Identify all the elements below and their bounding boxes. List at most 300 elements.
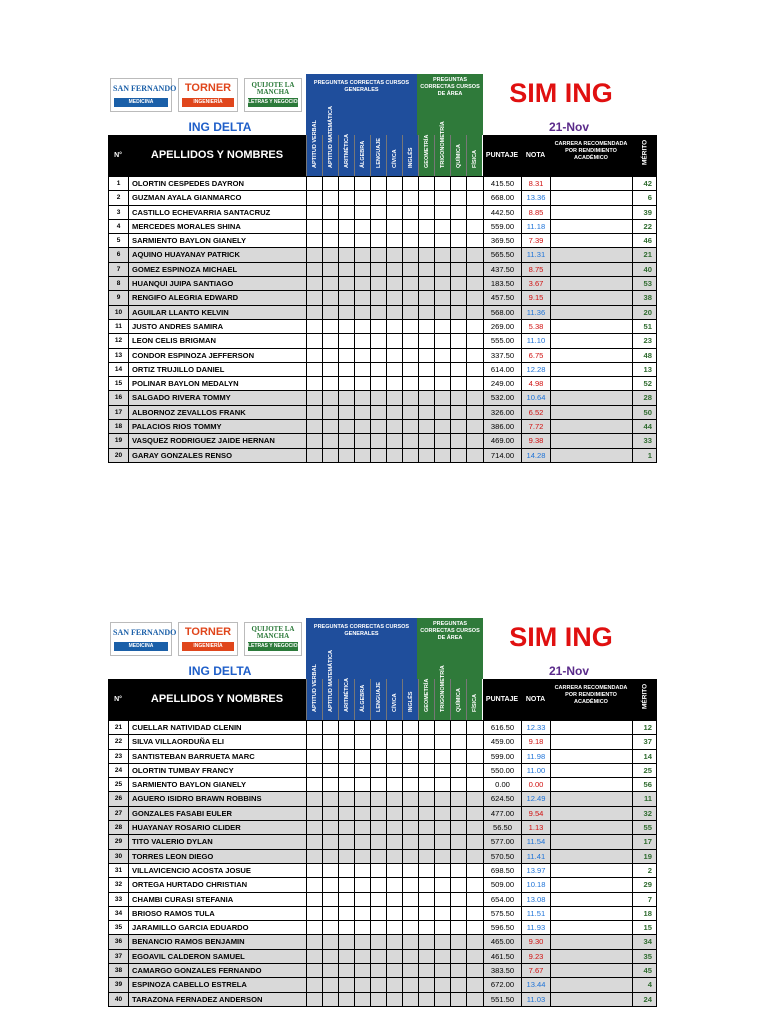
answer-cell	[418, 206, 434, 219]
grade-cell: 8.85	[521, 206, 550, 219]
answer-cell	[306, 291, 322, 304]
answer-cell	[306, 721, 322, 734]
answer-cell	[322, 449, 338, 462]
answer-cell	[306, 835, 322, 848]
merit-cell: 17	[632, 835, 657, 848]
answer-cell	[386, 234, 402, 247]
answer-cell	[386, 735, 402, 748]
career-cell	[550, 778, 632, 791]
row-number: 38	[108, 964, 128, 977]
answer-cell	[354, 864, 370, 877]
answer-cell	[338, 735, 354, 748]
answer-cell	[386, 377, 402, 390]
merit-cell: 38	[632, 291, 657, 304]
score-cell: 442.50	[483, 206, 521, 219]
merit-cell: 28	[632, 391, 657, 404]
answer-cell	[338, 248, 354, 261]
course-name: CÍVICA	[391, 693, 398, 712]
grade-cell: 11.93	[521, 921, 550, 934]
column-header-number: N°	[108, 135, 128, 176]
row-number: 25	[108, 778, 128, 791]
answer-cell	[450, 449, 466, 462]
table-row	[108, 363, 657, 377]
score-cell: 654.00	[483, 893, 521, 906]
answer-cell	[370, 363, 386, 376]
answer-cell	[306, 792, 322, 805]
answer-cell	[402, 449, 418, 462]
answer-cell	[306, 893, 322, 906]
score-cell: 56.50	[483, 821, 521, 834]
score-sheet	[108, 74, 657, 469]
answer-cell	[386, 406, 402, 419]
answer-cell	[434, 850, 450, 863]
answer-cell	[354, 177, 370, 190]
answer-cell	[434, 792, 450, 805]
answer-cell	[322, 363, 338, 376]
grade-cell: 11.54	[521, 835, 550, 848]
answer-cell	[466, 721, 482, 734]
column-header-number: N°	[108, 679, 128, 720]
answer-cell	[466, 964, 482, 977]
answer-cell	[402, 363, 418, 376]
answer-cell	[402, 950, 418, 963]
answer-cell	[370, 248, 386, 261]
column-header-name: APELLIDOS Y NOMBRES	[128, 135, 306, 176]
answer-cell	[402, 320, 418, 333]
answer-cell	[434, 821, 450, 834]
score-cell: 459.00	[483, 735, 521, 748]
answer-cell	[418, 735, 434, 748]
answer-cell	[322, 821, 338, 834]
row-number: 12	[108, 334, 128, 347]
answer-cell	[434, 320, 450, 333]
grade-cell: 9.54	[521, 807, 550, 820]
answer-cell	[354, 391, 370, 404]
score-cell: 477.00	[483, 807, 521, 820]
answer-cell	[306, 220, 322, 233]
answer-cell	[466, 334, 482, 347]
merit-cell: 21	[632, 248, 657, 261]
answer-cell	[354, 964, 370, 977]
grade-cell: 12.33	[521, 721, 550, 734]
grade-cell: 8.31	[521, 177, 550, 190]
grade-cell: 9.30	[521, 935, 550, 948]
logo-subtitle: MEDICINA	[114, 642, 168, 651]
answer-cell	[466, 950, 482, 963]
student-name: VILLAVICENCIO ACOSTA JOSUE	[128, 864, 306, 877]
career-cell	[550, 206, 632, 219]
answer-cell	[354, 792, 370, 805]
answer-cell	[354, 291, 370, 304]
column-header-merit	[632, 679, 657, 720]
course-name: LENGUAJE	[375, 682, 382, 712]
answer-cell	[306, 334, 322, 347]
grade-cell: 4.98	[521, 377, 550, 390]
school-logo	[110, 622, 177, 656]
answer-cell	[354, 878, 370, 891]
answer-cell	[354, 248, 370, 261]
school-logo	[110, 78, 177, 112]
answer-cell	[402, 807, 418, 820]
student-name: OLORTIN TUMBAY FRANCY	[128, 764, 306, 777]
answer-cell	[434, 993, 450, 1006]
grade-cell: 11.03	[521, 993, 550, 1006]
course-name: FÍSICA	[471, 149, 478, 168]
answer-cell	[386, 306, 402, 319]
score-cell: 668.00	[483, 191, 521, 204]
answer-cell	[434, 306, 450, 319]
career-cell	[550, 449, 632, 462]
career-cell	[550, 821, 632, 834]
answer-cell	[402, 735, 418, 748]
score-cell: 555.00	[483, 334, 521, 347]
school-logo	[178, 622, 238, 656]
career-cell	[550, 248, 632, 261]
school-logo	[244, 622, 302, 656]
answer-cell	[354, 750, 370, 763]
table-row	[108, 334, 657, 348]
student-table	[108, 720, 657, 1007]
team-name: ING DELTA	[188, 664, 252, 678]
answer-cell	[370, 964, 386, 977]
row-number: 10	[108, 306, 128, 319]
answer-cell	[402, 277, 418, 290]
row-number: 39	[108, 978, 128, 991]
answer-cell	[338, 993, 354, 1006]
row-number: 28	[108, 821, 128, 834]
career-cell	[550, 191, 632, 204]
answer-cell	[370, 206, 386, 219]
logo-subtitle: MEDICINA	[114, 98, 168, 107]
answer-cell	[338, 764, 354, 777]
course-column-header	[434, 665, 450, 720]
answer-cell	[322, 391, 338, 404]
answer-cell	[418, 291, 434, 304]
merit-cell: 44	[632, 420, 657, 433]
answer-cell	[322, 277, 338, 290]
course-column-header	[450, 679, 466, 720]
answer-cell	[466, 248, 482, 261]
answer-cell	[338, 206, 354, 219]
course-name: APTITUD MATEMÁTICA	[327, 106, 334, 168]
answer-cell	[466, 850, 482, 863]
answer-cell	[450, 177, 466, 190]
student-name: AGUILAR LLANTO KELVIN	[128, 306, 306, 319]
answer-cell	[370, 391, 386, 404]
answer-cell	[434, 921, 450, 934]
answer-cell	[322, 907, 338, 920]
answer-cell	[338, 935, 354, 948]
answer-cell	[338, 792, 354, 805]
student-name: VASQUEZ RODRIGUEZ JAIDE HERNAN	[128, 434, 306, 447]
score-cell: 551.50	[483, 993, 521, 1006]
answer-cell	[322, 878, 338, 891]
answer-cell	[338, 921, 354, 934]
answer-cell	[386, 907, 402, 920]
course-column-header	[402, 135, 418, 176]
answer-cell	[450, 978, 466, 991]
answer-cell	[466, 893, 482, 906]
answer-cell	[338, 263, 354, 276]
answer-cell	[434, 191, 450, 204]
answer-cell	[418, 306, 434, 319]
answer-cell	[466, 778, 482, 791]
grade-cell: 11.10	[521, 334, 550, 347]
answer-cell	[338, 449, 354, 462]
answer-cell	[370, 320, 386, 333]
table-row	[108, 792, 657, 806]
score-cell: 0.00	[483, 778, 521, 791]
grade-cell: 13.44	[521, 978, 550, 991]
student-name: PALACIOS RIOS TOMMY	[128, 420, 306, 433]
answer-cell	[354, 377, 370, 390]
table-row	[108, 964, 657, 978]
logo-subtitle: INGENIERÍA	[182, 98, 234, 107]
answer-cell	[338, 964, 354, 977]
answer-cell	[450, 234, 466, 247]
column-header-grade: NOTA	[521, 135, 550, 176]
merit-cell: 33	[632, 434, 657, 447]
answer-cell	[306, 306, 322, 319]
answer-cell	[466, 291, 482, 304]
merit-cell: 37	[632, 735, 657, 748]
answer-cell	[466, 735, 482, 748]
answer-cell	[418, 893, 434, 906]
table-row	[108, 191, 657, 205]
answer-cell	[434, 334, 450, 347]
answer-cell	[386, 764, 402, 777]
career-cell	[550, 850, 632, 863]
table-row	[108, 950, 657, 964]
merit-cell: 29	[632, 878, 657, 891]
answer-cell	[386, 978, 402, 991]
score-cell: 714.00	[483, 449, 521, 462]
school-logo	[244, 78, 302, 112]
table-row	[108, 391, 657, 405]
table-row	[108, 764, 657, 778]
grade-cell: 11.00	[521, 764, 550, 777]
answer-cell	[386, 835, 402, 848]
career-cell	[550, 978, 632, 991]
career-cell	[550, 320, 632, 333]
answer-cell	[386, 721, 402, 734]
career-cell	[550, 950, 632, 963]
row-number: 6	[108, 248, 128, 261]
table-row	[108, 234, 657, 248]
answer-cell	[306, 363, 322, 376]
row-number: 3	[108, 206, 128, 219]
answer-cell	[306, 434, 322, 447]
answer-cell	[434, 907, 450, 920]
course-column-header	[370, 135, 386, 176]
course-column-header	[466, 135, 482, 176]
answer-cell	[306, 177, 322, 190]
answer-cell	[306, 735, 322, 748]
answer-cell	[370, 750, 386, 763]
score-cell: 570.50	[483, 850, 521, 863]
merit-cell: 53	[632, 277, 657, 290]
answer-cell	[322, 377, 338, 390]
answer-cell	[450, 792, 466, 805]
answer-cell	[386, 449, 402, 462]
answer-cell	[370, 434, 386, 447]
answer-cell	[434, 878, 450, 891]
answer-cell	[338, 821, 354, 834]
table-row	[108, 878, 657, 892]
answer-cell	[466, 363, 482, 376]
table-row	[108, 850, 657, 864]
answer-cell	[466, 764, 482, 777]
merit-cell: 39	[632, 206, 657, 219]
answer-cell	[450, 878, 466, 891]
answer-cell	[322, 206, 338, 219]
answer-cell	[450, 320, 466, 333]
answer-cell	[306, 263, 322, 276]
answer-cell	[450, 420, 466, 433]
answer-cell	[370, 220, 386, 233]
answer-cell	[354, 449, 370, 462]
answer-cell	[402, 893, 418, 906]
course-name: FÍSICA	[471, 693, 478, 712]
answer-cell	[386, 277, 402, 290]
student-name: LEON CELIS BRIGMAN	[128, 334, 306, 347]
answer-cell	[354, 835, 370, 848]
table-row	[108, 406, 657, 420]
row-number: 15	[108, 377, 128, 390]
score-cell: 183.50	[483, 277, 521, 290]
answer-cell	[386, 391, 402, 404]
grade-cell: 9.18	[521, 735, 550, 748]
answer-cell	[370, 721, 386, 734]
answer-cell	[434, 721, 450, 734]
row-number: 40	[108, 993, 128, 1006]
answer-cell	[402, 306, 418, 319]
answer-cell	[402, 907, 418, 920]
table-row	[108, 807, 657, 821]
career-cell	[550, 878, 632, 891]
answer-cell	[450, 206, 466, 219]
answer-cell	[322, 306, 338, 319]
answer-cell	[402, 821, 418, 834]
course-name: ARITMÉTICA	[343, 134, 350, 168]
answer-cell	[402, 220, 418, 233]
grade-cell: 8.75	[521, 263, 550, 276]
answer-cell	[370, 735, 386, 748]
student-name: GOMEZ ESPINOZA MICHAEL	[128, 263, 306, 276]
answer-cell	[322, 434, 338, 447]
answer-cell	[322, 764, 338, 777]
course-column-header	[354, 135, 370, 176]
answer-cell	[418, 234, 434, 247]
grade-cell: 10.18	[521, 878, 550, 891]
answer-cell	[386, 964, 402, 977]
student-name: CHAMBI CURASI STEFANIA	[128, 893, 306, 906]
answer-cell	[466, 792, 482, 805]
course-column-header	[306, 120, 322, 176]
answer-cell	[370, 835, 386, 848]
answer-cell	[354, 363, 370, 376]
answer-cell	[322, 750, 338, 763]
career-cell	[550, 993, 632, 1006]
answer-cell	[338, 320, 354, 333]
answer-cell	[434, 735, 450, 748]
course-column-header	[354, 679, 370, 720]
table-row	[108, 835, 657, 849]
answer-cell	[386, 420, 402, 433]
row-number: 11	[108, 320, 128, 333]
answer-cell	[466, 177, 482, 190]
answer-cell	[354, 334, 370, 347]
merit-cell: 51	[632, 320, 657, 333]
answer-cell	[434, 277, 450, 290]
merit-label: MÉRITO	[641, 139, 648, 165]
answer-cell	[466, 807, 482, 820]
answer-cell	[354, 306, 370, 319]
answer-cell	[338, 363, 354, 376]
answer-cell	[370, 420, 386, 433]
answer-cell	[354, 420, 370, 433]
answer-cell	[434, 377, 450, 390]
score-cell: 568.00	[483, 306, 521, 319]
row-number: 7	[108, 263, 128, 276]
answer-cell	[450, 377, 466, 390]
answer-cell	[450, 721, 466, 734]
answer-cell	[354, 893, 370, 906]
answer-cell	[354, 349, 370, 362]
course-name: INGLÉS	[407, 147, 414, 168]
answer-cell	[322, 320, 338, 333]
row-number: 30	[108, 850, 128, 863]
column-header-career: CARRERA RECOMENDADA POR RENDIMIENTO ACADÉMICO	[550, 679, 632, 720]
score-cell: 249.00	[483, 377, 521, 390]
answer-cell	[354, 735, 370, 748]
row-number: 2	[108, 191, 128, 204]
answer-cell	[370, 850, 386, 863]
answer-cell	[418, 334, 434, 347]
answer-cell	[402, 263, 418, 276]
course-column-header	[338, 135, 354, 176]
answer-cell	[370, 191, 386, 204]
answer-cell	[338, 177, 354, 190]
column-header-career: CARRERA RECOMENDADA POR RENDIMIENTO ACADÉMICO	[550, 135, 632, 176]
career-cell	[550, 893, 632, 906]
student-name: ESPINOZA CABELLO ESTRELA	[128, 978, 306, 991]
row-number: 27	[108, 807, 128, 820]
answer-cell	[338, 420, 354, 433]
student-name: TORRES LEON DIEGO	[128, 850, 306, 863]
answer-cell	[418, 191, 434, 204]
answer-cell	[466, 434, 482, 447]
answer-cell	[370, 878, 386, 891]
answer-cell	[434, 206, 450, 219]
score-cell: 577.00	[483, 835, 521, 848]
row-number: 29	[108, 835, 128, 848]
answer-cell	[418, 821, 434, 834]
answer-cell	[418, 248, 434, 261]
score-cell: 386.00	[483, 420, 521, 433]
student-name: GARAY GONZALES RENSO	[128, 449, 306, 462]
answer-cell	[306, 764, 322, 777]
answer-cell	[338, 878, 354, 891]
answer-cell	[322, 721, 338, 734]
grade-cell: 5.38	[521, 320, 550, 333]
answer-cell	[466, 835, 482, 848]
career-cell	[550, 234, 632, 247]
row-number: 34	[108, 907, 128, 920]
answer-cell	[466, 750, 482, 763]
answer-cell	[370, 993, 386, 1006]
answer-cell	[434, 778, 450, 791]
